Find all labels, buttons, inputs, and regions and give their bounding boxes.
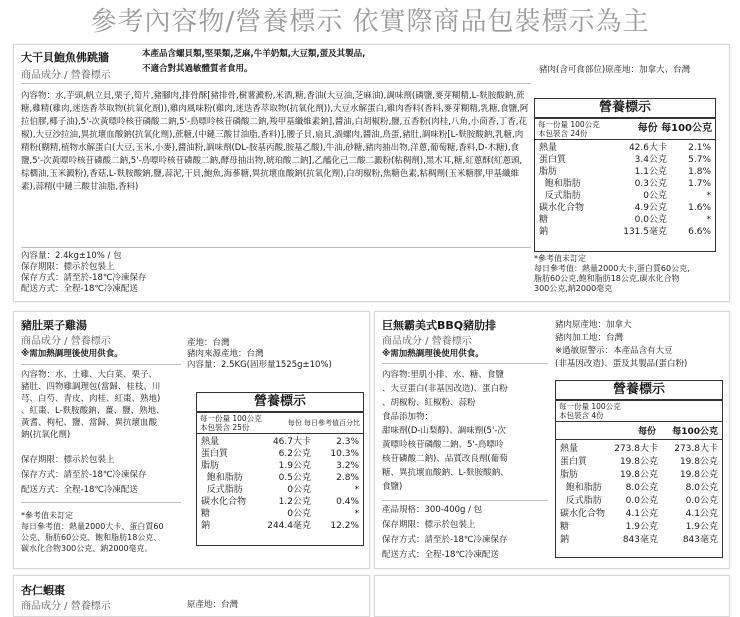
nutrient-name: 碳水化合物 xyxy=(560,509,606,519)
reference-note: 每日參考值：熱量2000大卡、蛋白質60 xyxy=(21,522,164,531)
meta-line: 配送方式：全程-18℃冷凍配送 xyxy=(382,550,499,560)
nutrition-table xyxy=(555,380,723,558)
nutrient-percent: 12.2% xyxy=(330,521,359,531)
serving-size: 每一份量 100公克 xyxy=(538,120,600,129)
nutrition-row xyxy=(201,448,359,460)
origin-text: 豬肉來源產地：台灣 xyxy=(187,349,264,359)
nutrient-name: 鈉 xyxy=(201,521,211,531)
nutrition-row xyxy=(201,436,359,448)
nutrient-percent: * xyxy=(354,509,359,519)
nutrient-value: 273.8大卡 xyxy=(614,444,658,454)
nutrient-name: 碳水化合物 xyxy=(201,497,247,507)
meta-line: 配送方式：全程-18℃冷凍配送 xyxy=(21,485,138,495)
nutrition-row xyxy=(201,520,359,532)
servings-per-package: 本包裝含 24份 xyxy=(538,129,588,138)
product-subtitle: 商品成分 / 營養標示 xyxy=(21,70,111,81)
ingredients-line: 黃耆、枸杞、鹽、當歸、異抗壞血酸 xyxy=(21,418,158,428)
nutrient-value: 19.8公克 xyxy=(619,470,658,480)
nutrient-name: 反式脂肪 xyxy=(560,496,602,506)
nutrient-value: 42.6大卡 xyxy=(628,143,667,153)
meta-line: 保存方式：請至於-18℃冷凍保存 xyxy=(21,273,147,283)
ingredients-line: 甜味劑(D-山梨醇)、調味劑(5'-次 xyxy=(382,426,506,436)
column-header: 每份 xyxy=(637,427,656,437)
nutrient-name: 碳水化合物 xyxy=(539,203,585,213)
nutrient-value: 3.4公克 xyxy=(634,155,667,165)
reference-note: 公克、脂肪60公克、飽和脂肪18公克、 xyxy=(21,533,162,542)
nutrient-percent: 5.7% xyxy=(688,155,711,165)
nutrient-value: 0公克 xyxy=(287,485,311,495)
ingredients-line: 糖、異抗壞血酸鈉、L-麩胺酸鈉、 xyxy=(382,468,509,478)
nutrient-percent: 0.4% xyxy=(336,497,359,507)
nutrition-row xyxy=(539,154,711,166)
nutrient-value: 843毫克 xyxy=(622,535,658,545)
origin-text: 豬肉原產地：加拿大 xyxy=(555,320,632,330)
nutrition-header: 營養標示 xyxy=(197,393,363,413)
reference-note: 碳水化合物300公克、鈉2000毫克。 xyxy=(21,544,153,553)
serving-size: 每一份量 100公克 xyxy=(200,414,262,423)
nutrient-name: 鈉 xyxy=(539,227,549,237)
nutrient-value: 8.0公克 xyxy=(625,483,658,493)
nutrient-value: 0.0公克 xyxy=(634,215,667,225)
nutrient-percent: * xyxy=(354,485,359,495)
ingredients-line: 黃嘌呤核苷磷酸二鈉、5'-鳥嘌呤 xyxy=(382,440,504,450)
product-card-2 xyxy=(13,311,370,569)
nutrient-percent: 2.3% xyxy=(336,437,359,447)
servings-per-package: 本包裝含 25份 xyxy=(200,423,250,432)
nutrition-row xyxy=(201,484,359,496)
nutrient-name: 蛋白質 xyxy=(560,457,588,467)
nutrient-name: 糖 xyxy=(201,509,211,519)
ingredients-line: 、紅棗、L-麩胺酸鈉、薑、鹽、熟地、 xyxy=(21,406,165,416)
nutrition-row xyxy=(539,166,711,178)
nutrient-value: 0公克 xyxy=(287,509,311,519)
reference-note: 脂肪60公克,飽和脂肪18公克,碳水化合物 xyxy=(534,274,680,283)
nutrient-value: 1.1公克 xyxy=(634,167,667,177)
reference-note: 每日參考值：熱量2000大卡,蛋白質60公克, xyxy=(534,264,690,273)
nutrient-name: 反式脂肪 xyxy=(539,191,581,201)
nutrient-value: 0公克 xyxy=(643,191,667,201)
nutrient-name: 熱量 xyxy=(201,437,220,447)
heating-warning: ※需加熱調理後使用供食。 xyxy=(21,349,123,359)
nutrition-header: 營養標示 xyxy=(535,99,715,119)
ingredients-line: 核苷磷酸二鈉)、品質改良劑(葡萄 xyxy=(382,454,508,464)
meta-line: 配送方式：全程-18℃冷凍配送 xyxy=(21,284,138,294)
nutrition-row xyxy=(201,496,359,508)
nutrition-row xyxy=(539,142,711,154)
nutrient-value: 1.9公克 xyxy=(625,522,658,532)
nutrient-name: 脂肪 xyxy=(539,167,558,177)
product-title: 杏仁蝦棗 xyxy=(21,584,65,597)
nutrient-name: 熱量 xyxy=(560,444,579,454)
meta-line: 保存期限：標示於包裝上 xyxy=(21,262,115,272)
ingredients-line: 內容物：水、土雞、大白菜、栗子、 xyxy=(21,370,158,380)
nutrient-value: 0.3公克 xyxy=(634,179,667,189)
nutrient-name: 反式脂肪 xyxy=(201,485,243,495)
nutrient-value: 0.5公克 xyxy=(278,473,311,483)
servings-per-package: 本包裝含 4份 xyxy=(559,411,604,420)
nutrient-value: 6.2公克 xyxy=(278,449,311,459)
nutrition-row xyxy=(539,202,711,214)
nutrient-value: 1.9公克 xyxy=(278,461,311,471)
nutrient-value: 4.1公克 xyxy=(625,509,658,519)
nutrition-row xyxy=(560,495,718,508)
nutrition-row xyxy=(201,472,359,484)
nutrient-name: 脂肪 xyxy=(201,461,220,471)
ingredients-text: 內容物：水,芋頭,帆立貝,栗子,筍片,豬腳肉,排骨酥[豬排骨,樹薯澱粉,米酒,糖,香油(大豆油,芝麻油),調味劑(磷鹽,麥芽糊精,L-麩胺酸鈉,蔗糖,雞精(雞肉,迷迭香萃取物(抗氧化劑)),雞肉風味粉(雞肉,迷迭香萃取物(抗氧化劑)),大豆水解蛋白,雞肉香料(香料,麥芽糊精,乳糖,食鹽,阿拉伯膠,椰子油),5'-次黃嘌呤核苷磷酸二鈉,5'-鳥嘌呤核苷磷酸二鈉,羧甲基纖維素鈉],醬油,白胡椒粉,鹽,五香粉(肉桂,八角,小茴香,丁香,花椒),大豆沙拉油,異抗壞血酸鈉(抗氧化劑),蔗糖,(中鏈三酸甘油脂,香料)],腰子貝,扇貝,渦螺肉,醬油,鳥蛋,豬肚,調味粉[L-麩胺酸鈉,乳糖,肉精粉(糊精,植物水解蛋白(大豆,玉米,小麥),醬油粉,調味劑(DL-胺基丙酸,胺基乙酸),牛油,砂糖,豬肉抽出物,洋蔥,葡萄糖,香料,D-木糖),食鹽,5'-次黃嘌呤核苷磷酸二鈉,5'-鳥嘌呤核苷磷酸二鈉,酵母抽出物,琥珀酸二鈉],乙醯化己二酸二澱粉(粘稠劑),黑木耳,糖,紅蔥酥(紅蔥頭,棕櫚油,玉米澱粉),香菇,L-麩胺酸鈉,鹽,蒜泥,干貝,鮑魚,海蔘糖,異抗壞血酸鈉(抗氧化劑),白胡椒粉,焦糖色素,粘稠劑(玉米糖膠,甲基纖維素),蒜精(中鏈三酸甘油脂,香料) xyxy=(21,91,529,192)
meta-line: 保存期限：標示於包裝上 xyxy=(382,520,476,530)
nutrient-name: 熱量 xyxy=(539,143,558,153)
ingredients-line: 食品添加物： xyxy=(382,412,434,422)
product-title: 巨無霸美式BBQ豬肋排 xyxy=(382,319,497,332)
nutrient-value: 0.0公克 xyxy=(625,496,658,506)
product-card-1 xyxy=(13,44,730,302)
nutrient-percent: 2.8% xyxy=(336,473,359,483)
nutrition-row xyxy=(560,534,718,547)
reference-note: 300公克,鈉2000毫克 xyxy=(534,284,613,293)
nutrition-row xyxy=(560,508,718,521)
nutrient-name: 蛋白質 xyxy=(201,449,229,459)
nutrient-name: 糖 xyxy=(560,522,570,532)
nutrient-percent: 1.7% xyxy=(688,179,711,189)
product-card-3 xyxy=(374,311,730,569)
product-title: 大干貝鮑魚佛跳牆 xyxy=(21,51,109,64)
nutrition-row xyxy=(201,460,359,472)
product-subtitle: 商品成分 / 營養標示 xyxy=(21,336,111,347)
nutrition-row xyxy=(560,456,718,469)
product-card-5 xyxy=(374,575,730,617)
nutrient-percent: * xyxy=(706,215,711,225)
nutrient-name: 飽和脂肪 xyxy=(201,473,243,483)
origin-text: 原產地：台灣 xyxy=(187,600,239,610)
nutrition-row xyxy=(560,521,718,534)
nutrient-percent: 2.1% xyxy=(688,143,711,153)
meta-line: 保存期限：標示於包裝上 xyxy=(21,455,115,465)
reference-note: *參考值未訂定 xyxy=(21,511,73,520)
ingredients-line: 芎、白芍、青皮、肉桂、紅棗、熟地) xyxy=(21,394,161,404)
ingredients-line: 豬肚、四物雞調理包(當歸、桂枝、川 xyxy=(21,382,161,392)
ingredients-line: 、胡椒粉、紅椒粉、蒜粉 xyxy=(382,398,476,408)
nutrient-name: 蛋白質 xyxy=(539,155,567,165)
ingredients-line: 食鹽) xyxy=(382,482,403,492)
serving-size: 每一份量 100公克 xyxy=(559,402,621,411)
nutrient-percent: 4.1公克 xyxy=(685,509,718,519)
nutrient-percent: 19.8公克 xyxy=(679,457,718,467)
allergen-warning-2: 不適合對其過敏體質者食用。 xyxy=(142,64,253,74)
nutrition-row xyxy=(539,214,711,226)
nutrition-row xyxy=(539,178,711,190)
nutrient-name: 糖 xyxy=(539,215,549,225)
nutrient-percent: 10.3% xyxy=(330,449,359,459)
product-subtitle: 商品成分 / 營養標示 xyxy=(382,336,472,347)
banner-title: 參考內容物/營養標示 依實際商品包裝標示為主 xyxy=(90,7,650,37)
meta-line: 保存方式：請至於-18℃冷凍保存 xyxy=(21,470,147,480)
ingredients-line: 、大豆蛋白(非基因改造)、蛋白粉 xyxy=(382,384,508,394)
nutrition-header: 營養標示 xyxy=(556,381,722,401)
nutrient-percent: 6.6% xyxy=(688,227,711,237)
nutrition-row xyxy=(560,469,718,482)
nutrient-percent: 273.8大卡 xyxy=(674,444,718,454)
origin-text: (非基因改造)、蛋及其製品(蛋白粉) xyxy=(555,359,688,369)
nutrient-percent: 8.0公克 xyxy=(685,483,718,493)
origin-text: 豬肉(含可食部位)原產地：加拿大、台灣 xyxy=(539,65,691,75)
nutrition-row xyxy=(560,482,718,495)
column-header: 每份 每100公克 xyxy=(637,123,712,134)
nutrition-row xyxy=(539,226,711,238)
nutrient-value: 46.7大卡 xyxy=(272,437,311,447)
nutrient-percent: 3.2% xyxy=(336,461,359,471)
nutrient-value: 131.5毫克 xyxy=(623,227,667,237)
nutrient-value: 4.9公克 xyxy=(634,203,667,213)
nutrition-table xyxy=(534,98,716,252)
nutrition-row xyxy=(539,190,711,202)
nutrition-row xyxy=(201,508,359,520)
ingredients-line: 鈉(抗氧化劑) xyxy=(21,430,71,440)
origin-text: 豬肉加工地：台灣 xyxy=(555,333,624,343)
ingredients-line: 內容物:里肌小排、水、糖、食鹽 xyxy=(382,370,504,380)
nutrient-value: 244.4毫克 xyxy=(267,521,311,531)
nutrient-percent: 1.9公克 xyxy=(685,522,718,532)
product-title: 豬肚栗子雞湯 xyxy=(21,319,87,332)
nutrient-percent: 0.0公克 xyxy=(685,496,718,506)
origin-text: 產地：台灣 xyxy=(187,338,230,348)
origin-text: ※過敏原警示：本產品含有大豆 xyxy=(555,346,673,356)
nutrient-name: 飽和脂肪 xyxy=(560,483,602,493)
nutrient-name: 脂肪 xyxy=(560,470,579,480)
column-header: 每份 每日參考值百分比 xyxy=(287,419,360,427)
product-card-4 xyxy=(13,575,370,617)
heating-warning: ※需加熱調理後使用供食。 xyxy=(382,349,484,359)
nutrient-value: 1.2公克 xyxy=(278,497,311,507)
meta-line: 產品規格：300-400g / 包 xyxy=(382,505,483,515)
nutrient-percent: 1.8% xyxy=(688,167,711,177)
nutrient-percent: 19.8公克 xyxy=(679,470,718,480)
nutrient-percent: * xyxy=(706,191,711,201)
meta-line: 內容量：2.4kg±10% / 包 xyxy=(21,251,122,261)
column-header: 每100公克 xyxy=(672,427,718,437)
origin-text: 內容量：2.5KG(固形量1525g±10%) xyxy=(187,360,332,370)
nutrition-table xyxy=(196,392,364,546)
product-subtitle: 商品成分 / 營養標示 xyxy=(21,601,111,612)
reference-note: *參考值未訂定 xyxy=(534,254,586,263)
nutrient-percent: 1.6% xyxy=(688,203,711,213)
nutrient-name: 鈉 xyxy=(560,535,570,545)
nutrient-name: 飽和脂肪 xyxy=(539,179,581,189)
nutrient-percent: 843毫克 xyxy=(682,535,718,545)
nutrition-row xyxy=(560,443,718,456)
allergen-warning: 本產品含螺貝類,堅果類,芝麻,牛羊奶類,大豆類,蛋及其製品, xyxy=(142,49,366,59)
nutrient-value: 19.8公克 xyxy=(619,457,658,467)
meta-line: 保存方式：請至於-18℃冷凍保存 xyxy=(382,535,508,545)
